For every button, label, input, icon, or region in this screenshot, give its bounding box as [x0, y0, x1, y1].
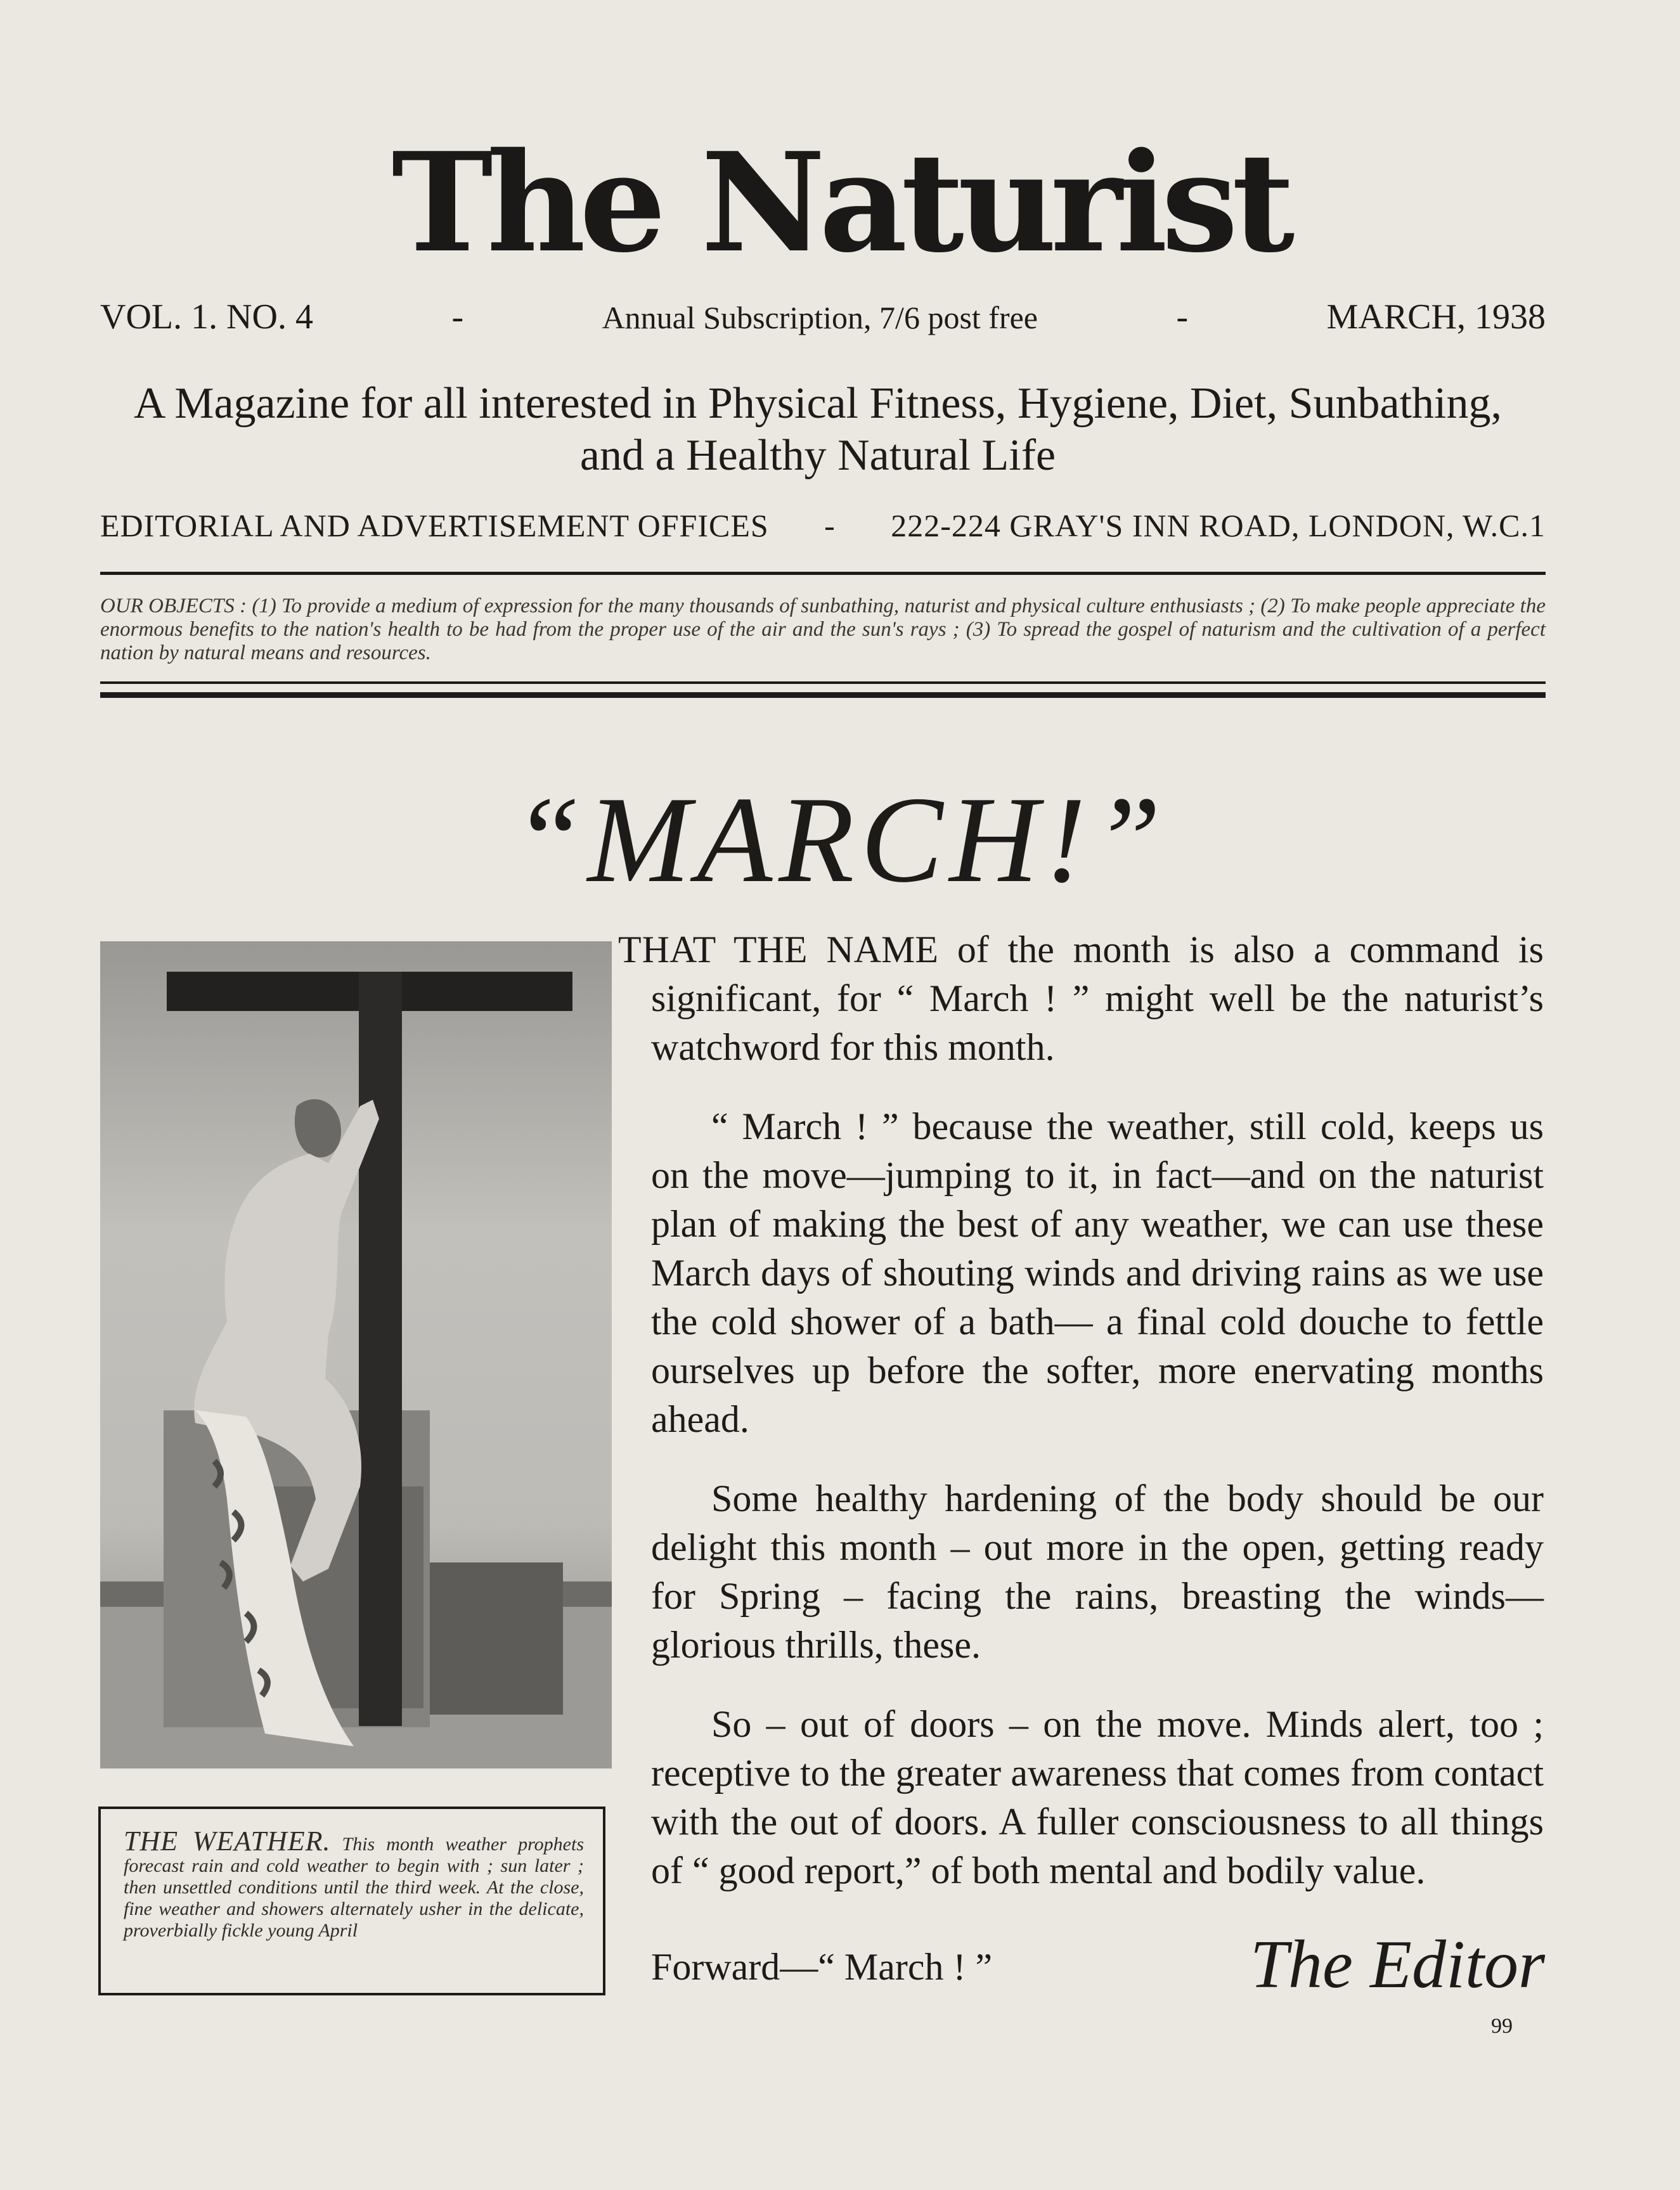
caption-heading: THE WEATHER.: [124, 1826, 331, 1857]
issue-date: MARCH, 1938: [1326, 297, 1546, 337]
tagline-line-2: and a Healthy Natural Life: [579, 431, 1056, 480]
article-paragraph-2: “ March ! ” because the weather, still cold, keeps us on the move—jumping to it, in fact—and on the naturist plan of making the best of any weather, we can use these March days of shouting winds and driving rains as we use the cold shower of a bath— a final cold douche to fettle ourselves up before the softer, more enervating months ahead.: [651, 1105, 1544, 1440]
drop-cap: T: [618, 929, 642, 970]
article-headline: “MARCH!”: [512, 771, 1168, 908]
separator: -: [1176, 297, 1189, 337]
lead-in: HAT THE NAME: [642, 929, 939, 970]
separator: -: [824, 508, 836, 543]
article-body: [618, 925, 1544, 1895]
volume-number: VOL. 1. NO. 4: [100, 297, 313, 337]
tagline: [89, 378, 1547, 482]
subscription-price: Annual Subscription, 7/6 post free: [602, 300, 1038, 335]
article-paragraph-1: [618, 925, 1544, 1072]
article-paragraph-4: So – out of doors – on the move. Minds alert, too ; receptive to the greater awareness that comes from contact with the out of doors. A fuller consciousness to all things of “ good report,” of both mental and bodily value.: [651, 1703, 1544, 1891]
separator: -: [451, 297, 464, 337]
bottom-rule-thick: [100, 692, 1546, 698]
weather-caption-box: [98, 1807, 605, 1995]
masthead-title: The Naturist: [391, 122, 1289, 283]
issue-info-row: [100, 297, 1546, 337]
caption-text: This month weather prophets forecast rain and cold weather to begin with ; sun later ; then unsettled conditions until the third week. At the close, fine weather and showers alternately usher in the delicate, proverbially fickle young April: [124, 1834, 584, 1941]
objects-statement: OUR OBJECTS : (1) To provide a medium of expression for the many thousands of sunbathing, naturist and physical culture enthusiasts ; (2) To make people appreciate the enormous benefits to the nation's health to be had from the proper use of the air and the sun's rays ; (3) To spread the gospel of naturism and the cultivation of a perfect nation by natural means and resources.: [100, 595, 1546, 664]
bottom-rule-thin: [100, 681, 1546, 684]
page-number: 99: [1491, 2014, 1513, 2038]
tagline-line-1: A Magazine for all interested in Physical Fitness, Hygiene, Diet, Sunbathing,: [134, 379, 1502, 428]
top-rule: [100, 572, 1546, 575]
paragraph-text: of the month is also a command is significant, for “ March ! ” might well be the naturist’s watchword for this month.: [651, 929, 1544, 1068]
offices-address: 222-224 GRAY'S INN ROAD, LONDON, W.C.1: [891, 508, 1546, 543]
photograph: [100, 941, 612, 1768]
offices-label: EDITORIAL AND ADVERTISEMENT OFFICES: [100, 508, 769, 543]
editor-signature: The Editor: [1250, 1927, 1545, 2002]
offices-row: [100, 507, 1546, 544]
photo-figure-illustration: [100, 941, 612, 1768]
article-paragraph-3: Some healthy hardening of the body should be our delight this month – out more in the open, getting ready for Spring – facing the rains, breasting the winds—glorious thrills, these.: [651, 1478, 1544, 1666]
closing-line: Forward—“ March ! ”: [651, 1946, 993, 1988]
